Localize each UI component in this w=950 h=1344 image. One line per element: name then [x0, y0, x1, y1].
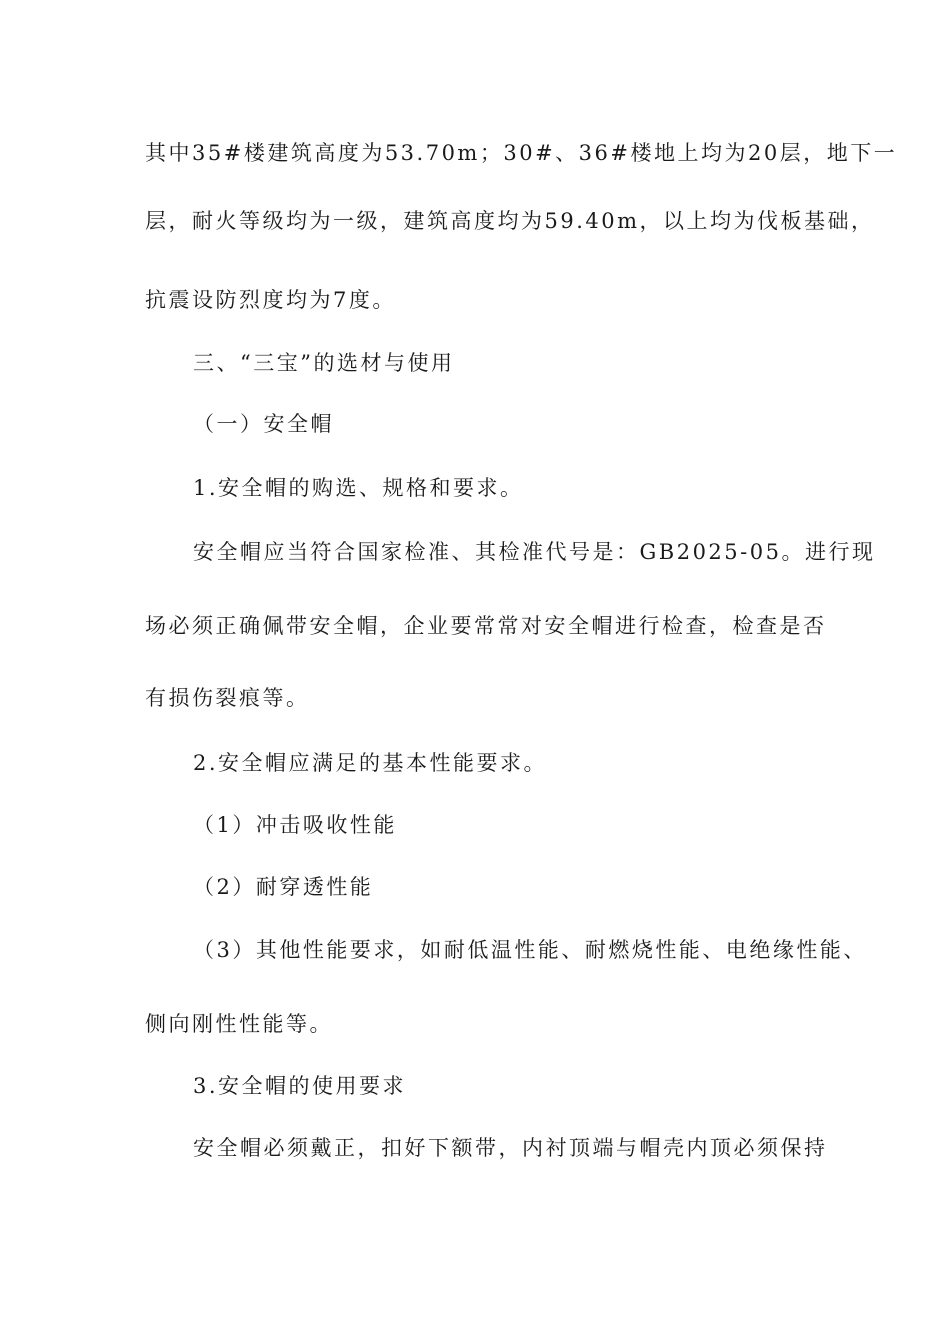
subsection-heading: （一）安全帽 [193, 412, 334, 436]
item-heading: 1.安全帽的购选、规格和要求。 [193, 476, 524, 500]
paragraph-line: 层，耐火等级均为一级，建筑高度均为59.40m，以上均为伐板基础， [145, 209, 875, 233]
item-heading: 3.安全帽的使用要求 [193, 1074, 407, 1098]
section-heading: 三、“三宝”的选材与使用 [193, 351, 455, 375]
paragraph-line: 抗震设防烈度均为7度。 [145, 288, 396, 312]
paragraph-line: 有损伤裂痕等。 [145, 686, 310, 710]
paragraph-line: 其中35#楼建筑高度为53.70m；30#、36#楼地上均为20层，地下一 [145, 141, 898, 165]
list-item: （3）其他性能要求，如耐低温性能、耐燃烧性能、电绝缘性能、 [193, 938, 867, 962]
item-heading: 2.安全帽应满足的基本性能要求。 [193, 751, 548, 775]
paragraph-line: 安全帽必须戴正，扣好下额带，内衬顶端与帽壳内顶必须保持 [193, 1136, 828, 1160]
list-item: （2）耐穿透性能 [193, 875, 374, 899]
paragraph-line: 安全帽应当符合国家检准、其检准代号是：GB2025-05。进行现 [193, 540, 876, 564]
paragraph-line: 侧向刚性性能等。 [145, 1012, 333, 1036]
paragraph-line: 场必须正确佩带安全帽，企业要常常对安全帽进行检查，检查是否 [145, 614, 827, 638]
list-item: （1）冲击吸收性能 [193, 813, 397, 837]
